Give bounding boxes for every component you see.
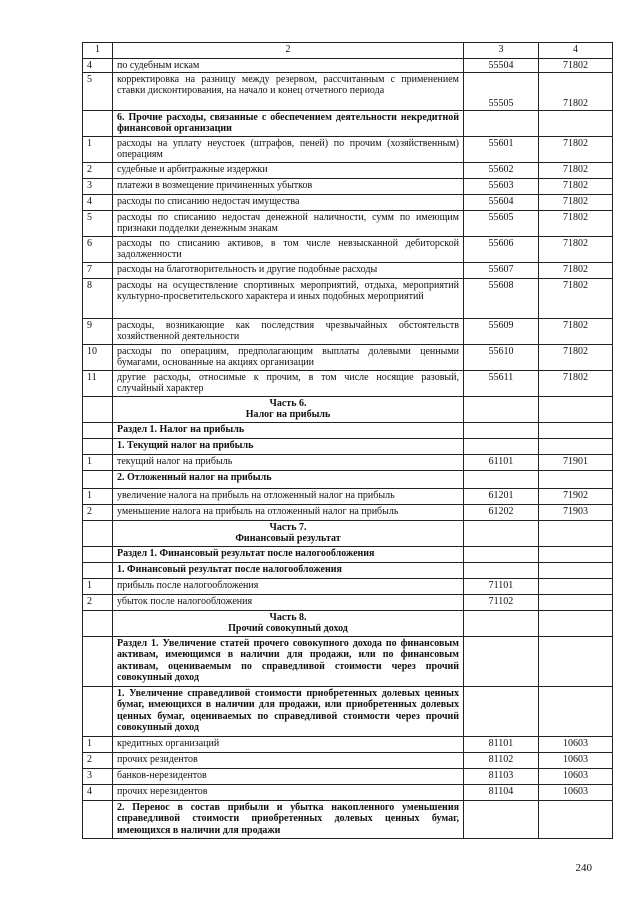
table-row [83, 438, 613, 454]
row-number: 11 [83, 370, 113, 396]
table-row [83, 178, 613, 194]
row-number: 3 [83, 178, 113, 194]
row-number [83, 610, 113, 636]
row-number: 4 [83, 194, 113, 210]
row-number [83, 636, 113, 686]
account-code: 61202 [464, 504, 539, 520]
row-number [83, 438, 113, 454]
row-number: 4 [83, 784, 113, 800]
row-description: 6. Прочие расходы, связанные с обеспечением деятельности некредитной финансовой организации [113, 110, 464, 136]
corresponding-code [539, 562, 613, 578]
account-code [464, 610, 539, 636]
row-number [83, 686, 113, 736]
table-row [83, 344, 613, 370]
corresponding-code [539, 438, 613, 454]
corresponding-code [539, 396, 613, 422]
account-code [464, 438, 539, 454]
row-description: судебные и арбитражные издержки [113, 162, 464, 178]
row-description: Раздел 1. Налог на прибыль [113, 422, 464, 438]
account-code: 55602 [464, 162, 539, 178]
corresponding-code: 71902 [539, 488, 613, 504]
corresponding-code: 71802 [539, 236, 613, 262]
account-code: 55609 [464, 318, 539, 344]
table-row [83, 318, 613, 344]
header-col-1: 1 [83, 43, 113, 59]
table-row [83, 370, 613, 396]
corresponding-code [539, 800, 613, 838]
corresponding-code: 71903 [539, 504, 613, 520]
row-description: Часть 6. Налог на прибыль [113, 396, 464, 422]
row-number [83, 520, 113, 546]
account-code [464, 396, 539, 422]
table-row [83, 59, 613, 73]
account-code [464, 546, 539, 562]
row-number: 4 [83, 59, 113, 73]
table-row [83, 768, 613, 784]
row-number: 2 [83, 162, 113, 178]
row-number: 1 [83, 488, 113, 504]
account-table [82, 42, 613, 839]
account-code: 55607 [464, 262, 539, 278]
page-number: 240 [575, 862, 592, 874]
account-code [464, 800, 539, 838]
row-number: 8 [83, 278, 113, 318]
row-number: 5 [83, 72, 113, 110]
row-description: прочих резидентов [113, 752, 464, 768]
corresponding-code: 71802 [539, 210, 613, 236]
row-description: расходы по операциям, предполагающим выплаты долевыми ценными бумагами, основанные на акциях организации [113, 344, 464, 370]
table-row [83, 72, 613, 110]
row-description: расходы, возникающие как последствия чрезвычайных обстоятельств хозяйственной деятельности [113, 318, 464, 344]
account-code [464, 636, 539, 686]
account-code: 55606 [464, 236, 539, 262]
row-description: расходы по списанию недостач имущества [113, 194, 464, 210]
account-code [464, 520, 539, 546]
row-description: расходы по списанию недостач денежной наличности, сумм по имеющим признаки подделки денежным знакам [113, 210, 464, 236]
row-description: текущий налог на прибыль [113, 454, 464, 470]
row-number: 2 [83, 752, 113, 768]
corresponding-code: 71802 [539, 72, 613, 110]
row-description: 1. Финансовый результат после налогообложения [113, 562, 464, 578]
corresponding-code: 71802 [539, 370, 613, 396]
row-description: Раздел 1. Увеличение статей прочего совокупного дохода по финансовым активам, имеющимся в наличии для продажи, или по финансовым активам, оцениваемым по справедливой стоимости через прочий совокупный доход [113, 636, 464, 686]
row-number [83, 422, 113, 438]
row-number [83, 470, 113, 488]
header-row [83, 43, 613, 59]
row-description: расходы по списанию активов, в том числе невзысканной дебиторской задолженности [113, 236, 464, 262]
row-description: увеличение налога на прибыль на отложенный налог на прибыль [113, 488, 464, 504]
table-row [83, 610, 613, 636]
row-number [83, 396, 113, 422]
row-number [83, 800, 113, 838]
table-row [83, 800, 613, 838]
table-row [83, 736, 613, 752]
table-row [83, 686, 613, 736]
row-description: по судебным искам [113, 59, 464, 73]
row-description: расходы на уплату неустоек (штрафов, пеней) по прочим (хозяйственным) операциям [113, 136, 464, 162]
row-number: 3 [83, 768, 113, 784]
table-row [83, 546, 613, 562]
row-description: платежи в возмещение причиненных убытков [113, 178, 464, 194]
corresponding-code: 10603 [539, 768, 613, 784]
account-code [464, 562, 539, 578]
corresponding-code [539, 422, 613, 438]
account-code: 55611 [464, 370, 539, 396]
account-code [464, 110, 539, 136]
account-code [464, 470, 539, 488]
row-number: 10 [83, 344, 113, 370]
corresponding-code: 71802 [539, 278, 613, 318]
row-description: 2. Отложенный налог на прибыль [113, 470, 464, 488]
row-description: другие расходы, относимые к прочим, в том числе носящие разовый, случайный характер [113, 370, 464, 396]
corresponding-code [539, 636, 613, 686]
row-description: уменьшение налога на прибыль на отложенный налог на прибыль [113, 504, 464, 520]
account-code: 55605 [464, 210, 539, 236]
account-code: 61101 [464, 454, 539, 470]
account-code: 71102 [464, 594, 539, 610]
account-code: 55505 [464, 72, 539, 110]
table-body [83, 43, 613, 839]
corresponding-code: 71901 [539, 454, 613, 470]
row-number [83, 110, 113, 136]
account-code: 61201 [464, 488, 539, 504]
row-number: 1 [83, 736, 113, 752]
row-description: 1. Текущий налог на прибыль [113, 438, 464, 454]
table-row [83, 578, 613, 594]
account-code: 55610 [464, 344, 539, 370]
row-description: Часть 8. Прочий совокупный доход [113, 610, 464, 636]
corresponding-code [539, 594, 613, 610]
corresponding-code: 71802 [539, 162, 613, 178]
row-number: 7 [83, 262, 113, 278]
table-row [83, 454, 613, 470]
table-row [83, 422, 613, 438]
account-code: 55601 [464, 136, 539, 162]
corresponding-code [539, 520, 613, 546]
table-row [83, 110, 613, 136]
row-number [83, 546, 113, 562]
row-number: 2 [83, 504, 113, 520]
corresponding-code: 71802 [539, 136, 613, 162]
table-row [83, 594, 613, 610]
row-description: 1. Увеличение справедливой стоимости приобретенных долевых ценных бумаг, имеющихся в наличии для продажи, или приобретенных долевых ценных бумаг, оцениваемых по справедливой стоимости через прочий совокупный доход [113, 686, 464, 736]
table-row [83, 636, 613, 686]
corresponding-code: 71802 [539, 59, 613, 73]
row-description: прочих нерезидентов [113, 784, 464, 800]
table-row [83, 236, 613, 262]
table-row [83, 396, 613, 422]
corresponding-code: 71802 [539, 194, 613, 210]
row-description: расходы на осуществление спортивных мероприятий, отдыха, мероприятий культурно-просветительского характера и иных подобных мероприятий [113, 278, 464, 318]
row-description: расходы на благотворительность и другие подобные расходы [113, 262, 464, 278]
account-code: 55504 [464, 59, 539, 73]
table-row [83, 752, 613, 768]
table-row [83, 162, 613, 178]
corresponding-code [539, 470, 613, 488]
account-code [464, 686, 539, 736]
account-code: 81103 [464, 768, 539, 784]
row-description: кредитных организаций [113, 736, 464, 752]
account-code: 81102 [464, 752, 539, 768]
corresponding-code [539, 578, 613, 594]
table-row [83, 520, 613, 546]
row-number: 1 [83, 578, 113, 594]
corresponding-code: 71802 [539, 178, 613, 194]
row-number: 1 [83, 454, 113, 470]
corresponding-code [539, 686, 613, 736]
corresponding-code: 10603 [539, 752, 613, 768]
table-row [83, 562, 613, 578]
account-code: 71101 [464, 578, 539, 594]
corresponding-code: 10603 [539, 784, 613, 800]
corresponding-code: 71802 [539, 262, 613, 278]
table-row [83, 504, 613, 520]
table-row [83, 194, 613, 210]
corresponding-code [539, 546, 613, 562]
row-number: 5 [83, 210, 113, 236]
account-code [464, 422, 539, 438]
table-row [83, 278, 613, 318]
account-code: 55608 [464, 278, 539, 318]
table-row [83, 470, 613, 488]
header-col-4: 4 [539, 43, 613, 59]
corresponding-code [539, 610, 613, 636]
row-number: 6 [83, 236, 113, 262]
account-code: 55603 [464, 178, 539, 194]
header-col-3: 3 [464, 43, 539, 59]
table-row [83, 488, 613, 504]
table-row [83, 784, 613, 800]
table-row [83, 262, 613, 278]
corresponding-code [539, 110, 613, 136]
row-number: 1 [83, 136, 113, 162]
row-number [83, 562, 113, 578]
account-code: 81104 [464, 784, 539, 800]
table-row [83, 136, 613, 162]
account-code: 55604 [464, 194, 539, 210]
row-description: 2. Перенос в состав прибыли и убытка накопленного уменьшения справедливой стоимости приобретенных долевых ценных бумаг, имеющихся в наличии для продажи [113, 800, 464, 838]
corresponding-code: 10603 [539, 736, 613, 752]
corresponding-code: 71802 [539, 344, 613, 370]
row-description: Часть 7. Финансовый результат [113, 520, 464, 546]
row-number: 9 [83, 318, 113, 344]
row-number: 2 [83, 594, 113, 610]
row-description: Раздел 1. Финансовый результат после налогообложения [113, 546, 464, 562]
corresponding-code: 71802 [539, 318, 613, 344]
row-description: прибыль после налогообложения [113, 578, 464, 594]
table-row [83, 210, 613, 236]
row-description: убыток после налогообложения [113, 594, 464, 610]
account-code: 81101 [464, 736, 539, 752]
row-description: банков-нерезидентов [113, 768, 464, 784]
row-description: корректировка на разницу между резервом, рассчитанным с применением ставки дисконтирования, на начало и конец отчетного периода [113, 72, 464, 110]
header-col-2: 2 [113, 43, 464, 59]
